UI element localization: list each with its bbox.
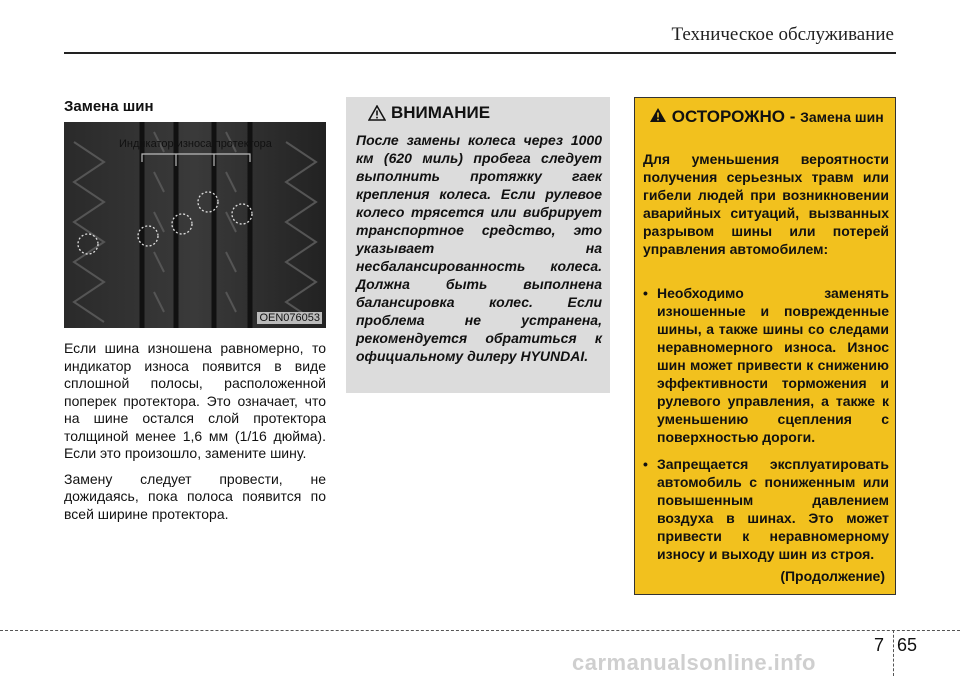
watermark: carmanualsonline.info — [572, 650, 816, 675]
footer-divider — [0, 630, 960, 631]
chapter-number: 7 — [874, 635, 885, 655]
caution-triangle-icon — [649, 107, 667, 123]
caution-item: • Запрещается эксплуатировать автомобиль с пониженным или повышенным давлением воздуха в шинах. Это может привести к неравномерному износу и выходу шин из строя. — [643, 455, 889, 563]
caution-list — [643, 284, 889, 572]
caution-item: • Необходимо заменять изношенные и поврежденные шины, а также шины со следами неравномерного износа. Износ шин может привести к снижению эффективности торможения и рулевого управления, а также к уменьшению сцепления с поверхностью дороги. — [643, 284, 889, 446]
image-caption: Индикатор износа протектора — [119, 138, 272, 150]
caution-intro: Для уменьшения вероятности получения серьезных травм или гибели людей при возникновении аварийных ситуаций, вызванных разрывом шины или потерей управления автомобилем: — [643, 151, 889, 257]
paragraph: Если шина изношена равномерно, то индикатор износа появится в виде сплошной полосы, расположенной поперек протектора. Это означает, что на шине остался слой протектора толщиной менее 1,6 мм (1/16 дюйма). Если это произошло, замените шину. — [64, 340, 326, 461]
body-text — [64, 340, 326, 531]
tire-tread-photo — [64, 122, 326, 328]
caution-box — [634, 97, 896, 595]
warning-title: ВНИМАНИЕ — [391, 103, 491, 122]
warning-triangle-icon — [368, 105, 386, 121]
warning-header — [368, 103, 490, 123]
tire-tread-illustration — [64, 122, 326, 328]
page-header-title: Техническое обслуживание — [671, 24, 894, 45]
page-number-separator — [893, 630, 894, 676]
section-title: Замена шин — [64, 98, 154, 115]
warning-box — [346, 97, 610, 393]
page-number: 65 — [897, 635, 918, 655]
continued-label: (Продолжение) — [780, 568, 885, 584]
caution-title: ОСТОРОЖНО - — [671, 107, 796, 126]
warning-text: После замены колеса через 1000 км (620 миль) пробега следует выполнить протяжку гаек крепления колеса. Если рулевое колесо трясется или вибрирует транспортное средство, это указывает на несбалансированность колеса. Должна быть выполнена балансировка колес. Если проблема не устранена, рекомендуется обратиться к официальному дилеру HYUNDAI. — [356, 132, 602, 364]
paragraph: Замену следует провести, не дожидаясь, пока полоса появится по всей ширине протектора. — [64, 470, 326, 522]
caution-header — [649, 107, 889, 126]
image-code: OEN076053 — [259, 312, 320, 324]
header-divider — [64, 52, 896, 54]
caution-subtitle: Замена шин — [800, 109, 884, 125]
